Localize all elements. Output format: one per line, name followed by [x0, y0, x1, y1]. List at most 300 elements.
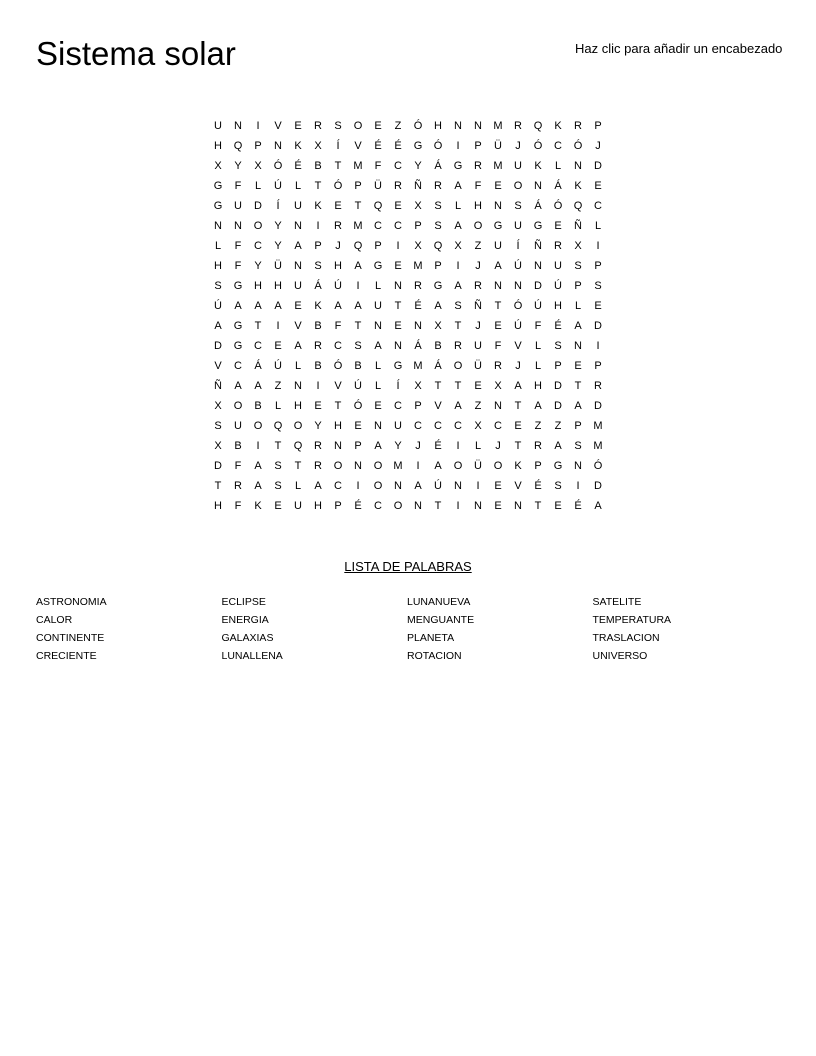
- grid-letter: F: [494, 340, 502, 352]
- grid-letter: K: [574, 180, 582, 192]
- grid-letter: T: [534, 500, 542, 512]
- grid-letter: A: [434, 300, 442, 312]
- grid-letter: P: [314, 240, 322, 252]
- grid-letter: K: [534, 160, 542, 172]
- grid-letter: C: [254, 240, 262, 252]
- grid-letter: T: [354, 320, 362, 332]
- grid-letter: F: [234, 460, 242, 472]
- grid-letter: O: [253, 420, 263, 432]
- grid-letter: U: [494, 240, 502, 252]
- grid-letter: A: [534, 400, 542, 412]
- grid-letter: V: [514, 340, 522, 352]
- grid-letter: L: [294, 480, 302, 492]
- grid-letter: C: [594, 200, 602, 212]
- grid-letter: Ó: [533, 140, 543, 152]
- grid-letter: H: [214, 140, 222, 152]
- grid-letter: G: [213, 180, 223, 192]
- grid-letter: N: [394, 280, 402, 292]
- grid-letter: P: [414, 400, 422, 412]
- grid-letter: C: [374, 220, 382, 232]
- grid-letter: É: [354, 500, 362, 512]
- grid-letter: T: [254, 320, 262, 332]
- grid-letter: C: [394, 220, 402, 232]
- grid-letter: A: [454, 400, 462, 412]
- grid-letter: I: [456, 260, 460, 272]
- word-list-item: CALOR: [36, 614, 73, 626]
- grid-letter: X: [414, 240, 422, 252]
- grid-letter: N: [494, 280, 502, 292]
- grid-letter: O: [453, 360, 463, 372]
- grid-letter: B: [314, 160, 322, 172]
- grid-letter: C: [234, 360, 242, 372]
- grid-letter: N: [274, 140, 282, 152]
- add-header-placeholder[interactable]: Haz clic para añadir un encabezado: [575, 41, 783, 56]
- word-list-heading: [0, 558, 816, 576]
- grid-letter: P: [574, 280, 582, 292]
- grid-letter: L: [534, 340, 542, 352]
- grid-letter: A: [254, 300, 262, 312]
- grid-letter: B: [354, 360, 362, 372]
- grid-letter: S: [314, 260, 322, 272]
- grid-letter: Ü: [474, 460, 482, 472]
- grid-letter: Q: [573, 200, 583, 212]
- grid-letter: C: [394, 160, 402, 172]
- grid-letter: P: [354, 180, 362, 192]
- grid-letter: E: [474, 380, 482, 392]
- grid-letter: X: [474, 420, 482, 432]
- grid-letter: Q: [233, 140, 243, 152]
- grid-letter: E: [394, 260, 402, 272]
- grid-letter: R: [514, 120, 522, 132]
- grid-letter: Ú: [554, 280, 562, 292]
- grid-letter: N: [494, 200, 502, 212]
- grid-letter: Ñ: [414, 180, 422, 192]
- grid-letter: P: [354, 440, 362, 452]
- grid-letter: L: [294, 180, 302, 192]
- grid-letter: O: [373, 480, 383, 492]
- grid-letter: N: [474, 120, 482, 132]
- grid-letter: A: [354, 300, 362, 312]
- grid-letter: R: [414, 280, 422, 292]
- grid-letter: Ó: [353, 400, 363, 412]
- grid-letter: C: [454, 420, 462, 432]
- grid-letter: A: [294, 340, 302, 352]
- grid-letter: Q: [273, 420, 283, 432]
- grid-letter: A: [254, 480, 262, 492]
- grid-letter: G: [233, 340, 243, 352]
- grid-letter: T: [394, 300, 402, 312]
- grid-letter: Ú: [514, 320, 522, 332]
- grid-letter: J: [335, 240, 341, 252]
- grid-letter: E: [494, 480, 502, 492]
- grid-letter: Q: [293, 440, 303, 452]
- grid-letter: O: [333, 460, 343, 472]
- grid-letter: H: [434, 120, 442, 132]
- word-list-heading-text: LISTA DE PALABRAS: [344, 559, 472, 574]
- grid-letter: R: [474, 280, 482, 292]
- grid-letter: T: [494, 300, 502, 312]
- grid-letter: A: [314, 480, 322, 492]
- grid-letter: Q: [373, 200, 383, 212]
- grid-letter: Q: [533, 120, 543, 132]
- grid-letter: M: [493, 120, 503, 132]
- grid-letter: O: [453, 460, 463, 472]
- grid-letter: Z: [554, 420, 562, 432]
- grid-letter: S: [574, 440, 582, 452]
- grid-letter: G: [493, 220, 503, 232]
- grid-letter: I: [576, 480, 580, 492]
- word-list-item: ENERGIA: [221, 614, 269, 626]
- grid-letter: G: [213, 200, 223, 212]
- grid-letter: T: [334, 160, 342, 172]
- word-list-item: TEMPERATURA: [592, 614, 672, 626]
- grid-letter: S: [434, 220, 442, 232]
- grid-letter: Ú: [214, 300, 222, 312]
- grid-letter: Á: [414, 340, 422, 352]
- grid-letter: É: [414, 300, 422, 312]
- grid-letter: A: [594, 500, 602, 512]
- grid-letter: Ñ: [214, 380, 222, 392]
- grid-letter: I: [456, 440, 460, 452]
- grid-letter: D: [594, 320, 602, 332]
- grid-letter: M: [413, 260, 423, 272]
- grid-letter: U: [374, 300, 382, 312]
- grid-letter: P: [534, 460, 542, 472]
- grid-letter: H: [534, 380, 542, 392]
- grid-letter: Ó: [433, 140, 443, 152]
- grid-letter: U: [294, 200, 302, 212]
- grid-letter: R: [314, 460, 322, 472]
- grid-letter: F: [334, 320, 342, 332]
- grid-letter: L: [214, 240, 222, 252]
- grid-letter: Ú: [334, 280, 342, 292]
- grid-letter: A: [374, 440, 382, 452]
- grid-letter: O: [293, 420, 303, 432]
- grid-letter: O: [393, 500, 403, 512]
- grid-letter: A: [374, 340, 382, 352]
- grid-letter: A: [574, 400, 582, 412]
- grid-letter: V: [354, 140, 362, 152]
- grid-letter: N: [374, 320, 382, 332]
- grid-letter: E: [574, 360, 582, 372]
- grid-letter: H: [214, 500, 222, 512]
- grid-letter: E: [394, 200, 402, 212]
- grid-letter: Á: [554, 180, 562, 192]
- grid-letter: É: [534, 480, 542, 492]
- grid-letter: H: [214, 260, 222, 272]
- grid-letter: O: [353, 120, 363, 132]
- grid-letter: Y: [414, 160, 422, 172]
- grid-letter: Í: [396, 380, 400, 392]
- grid-letter: G: [233, 320, 243, 332]
- grid-letter: L: [574, 300, 582, 312]
- grid-letter: B: [434, 340, 442, 352]
- grid-letter: N: [574, 460, 582, 472]
- grid-letter: T: [574, 380, 582, 392]
- grid-letter: Ü: [494, 140, 502, 152]
- grid-letter: T: [514, 400, 522, 412]
- grid-letter: U: [294, 280, 302, 292]
- grid-letter: C: [374, 500, 382, 512]
- grid-letter: N: [394, 480, 402, 492]
- grid-letter: I: [596, 340, 600, 352]
- word-list-item: GALAXIAS: [221, 632, 274, 644]
- grid-letter: E: [494, 500, 502, 512]
- grid-letter: N: [414, 500, 422, 512]
- grid-letter: N: [394, 340, 402, 352]
- grid-letter: F: [534, 320, 542, 332]
- grid-letter: M: [593, 440, 603, 452]
- word-list-item: SATELITE: [592, 596, 642, 608]
- grid-letter: F: [234, 260, 242, 272]
- grid-letter: V: [514, 480, 522, 492]
- page-title: Sistema solar: [36, 35, 236, 72]
- grid-letter: G: [533, 220, 543, 232]
- grid-letter: Y: [234, 160, 242, 172]
- word-list-item: PLANETA: [407, 632, 455, 644]
- grid-letter: M: [353, 160, 363, 172]
- grid-letter: D: [254, 200, 262, 212]
- grid-letter: A: [454, 220, 462, 232]
- grid-letter: L: [294, 360, 302, 372]
- grid-letter: S: [274, 460, 282, 472]
- grid-letter: Ü: [374, 180, 382, 192]
- grid-letter: M: [493, 160, 503, 172]
- grid-letter: N: [354, 460, 362, 472]
- grid-letter: I: [256, 440, 260, 452]
- grid-letter: X: [214, 160, 222, 172]
- grid-letter: H: [254, 280, 262, 292]
- grid-letter: Ñ: [534, 240, 542, 252]
- grid-letter: É: [574, 500, 582, 512]
- grid-letter: X: [214, 400, 222, 412]
- grid-letter: S: [514, 200, 522, 212]
- grid-letter: G: [233, 280, 243, 292]
- grid-letter: I: [416, 460, 420, 472]
- grid-letter: Z: [274, 380, 282, 392]
- grid-letter: N: [454, 120, 462, 132]
- grid-letter: É: [434, 440, 442, 452]
- grid-letter: R: [534, 440, 542, 452]
- grid-letter: K: [314, 300, 322, 312]
- grid-letter: U: [394, 420, 402, 432]
- grid-letter: P: [594, 260, 602, 272]
- grid-letter: M: [593, 420, 603, 432]
- grid-letter: M: [393, 460, 403, 472]
- grid-letter: E: [354, 420, 362, 432]
- word-list-item: CRECIENTE: [36, 650, 97, 662]
- grid-letter: E: [294, 300, 302, 312]
- grid-letter: E: [494, 320, 502, 332]
- grid-letter: H: [274, 280, 282, 292]
- grid-letter: A: [574, 320, 582, 332]
- grid-letter: T: [214, 480, 222, 492]
- grid-letter: X: [574, 240, 582, 252]
- grid-letter: R: [434, 180, 442, 192]
- grid-letter: A: [354, 260, 362, 272]
- grid-letter: A: [254, 460, 262, 472]
- grid-letter: Ó: [553, 200, 563, 212]
- grid-letter: I: [316, 220, 320, 232]
- grid-letter: Y: [274, 220, 282, 232]
- grid-letter: P: [374, 240, 382, 252]
- grid-letter: N: [574, 340, 582, 352]
- grid-letter: Ú: [274, 360, 282, 372]
- grid-letter: K: [314, 200, 322, 212]
- grid-letter: D: [214, 460, 222, 472]
- grid-letter: Y: [314, 420, 322, 432]
- grid-letter: É: [554, 320, 562, 332]
- grid-letter: V: [334, 380, 342, 392]
- grid-letter: M: [353, 220, 363, 232]
- grid-letter: D: [554, 400, 562, 412]
- grid-letter: Z: [474, 240, 482, 252]
- grid-letter: Ó: [413, 120, 423, 132]
- grid-letter: K: [294, 140, 302, 152]
- grid-letter: Ü: [274, 260, 282, 272]
- grid-letter: N: [534, 180, 542, 192]
- grid-letter: Á: [314, 280, 322, 292]
- grid-letter: U: [514, 220, 522, 232]
- grid-letter: X: [414, 200, 422, 212]
- grid-letter: L: [254, 180, 262, 192]
- grid-letter: Y: [254, 260, 262, 272]
- grid-letter: P: [554, 360, 562, 372]
- grid-letter: A: [254, 380, 262, 392]
- grid-letter: J: [495, 440, 501, 452]
- grid-letter: R: [394, 180, 402, 192]
- grid-letter: G: [553, 460, 563, 472]
- grid-letter: Á: [434, 160, 442, 172]
- grid-letter: Y: [274, 240, 282, 252]
- grid-letter: J: [475, 260, 481, 272]
- grid-letter: R: [234, 480, 242, 492]
- grid-letter: Ñ: [474, 300, 482, 312]
- grid-letter: É: [394, 140, 402, 152]
- grid-letter: Ü: [474, 360, 482, 372]
- grid-letter: R: [594, 380, 602, 392]
- grid-letter: T: [274, 440, 282, 452]
- grid-letter: Ó: [513, 300, 523, 312]
- grid-letter: N: [374, 420, 382, 432]
- grid-letter: E: [554, 220, 562, 232]
- grid-letter: P: [254, 140, 262, 152]
- grid-letter: G: [393, 360, 403, 372]
- grid-letter: V: [294, 320, 302, 332]
- grid-letter: A: [274, 300, 282, 312]
- grid-letter: A: [454, 280, 462, 292]
- grid-letter: S: [594, 280, 602, 292]
- grid-letter: P: [574, 420, 582, 432]
- grid-letter: A: [454, 180, 462, 192]
- grid-letter: B: [314, 320, 322, 332]
- grid-letter: T: [454, 320, 462, 332]
- grid-letter: Ó: [273, 160, 283, 172]
- grid-letter: N: [534, 260, 542, 272]
- grid-letter: S: [574, 260, 582, 272]
- grid-letter: O: [493, 460, 503, 472]
- grid-letter: T: [314, 180, 322, 192]
- grid-letter: D: [594, 480, 602, 492]
- grid-letter: E: [334, 200, 342, 212]
- grid-letter: R: [314, 340, 322, 352]
- grid-letter: R: [334, 220, 342, 232]
- grid-letter: Z: [474, 400, 482, 412]
- word-list-item: MENGUANTE: [407, 614, 475, 626]
- grid-letter: Z: [394, 120, 402, 132]
- grid-letter: V: [434, 400, 442, 412]
- grid-letter: D: [214, 340, 222, 352]
- grid-letter: P: [334, 500, 342, 512]
- grid-letter: U: [214, 120, 222, 132]
- grid-letter: G: [433, 280, 443, 292]
- grid-letter: R: [494, 360, 502, 372]
- grid-letter: S: [214, 420, 222, 432]
- grid-letter: S: [554, 480, 562, 492]
- grid-letter: L: [374, 380, 382, 392]
- grid-letter: S: [214, 280, 222, 292]
- grid-letter: O: [373, 460, 383, 472]
- grid-letter: L: [594, 220, 602, 232]
- grid-letter: Á: [254, 360, 262, 372]
- grid-letter: A: [234, 380, 242, 392]
- grid-letter: K: [514, 460, 522, 472]
- grid-letter: Í: [336, 140, 340, 152]
- grid-letter: N: [514, 280, 522, 292]
- grid-letter: U: [234, 420, 242, 432]
- grid-letter: E: [594, 180, 602, 192]
- grid-letter: E: [274, 340, 282, 352]
- grid-letter: T: [294, 460, 302, 472]
- grid-letter: R: [454, 340, 462, 352]
- grid-letter: E: [274, 500, 282, 512]
- grid-letter: Ó: [333, 180, 343, 192]
- grid-letter: P: [594, 120, 602, 132]
- grid-letter: O: [233, 400, 243, 412]
- grid-letter: U: [514, 160, 522, 172]
- word-list-item: CONTINENTE: [36, 632, 105, 644]
- grid-letter: S: [274, 480, 282, 492]
- grid-letter: Y: [394, 440, 402, 452]
- grid-letter: V: [274, 120, 282, 132]
- grid-letter: Í: [276, 200, 280, 212]
- grid-letter: T: [334, 400, 342, 412]
- grid-letter: N: [454, 480, 462, 492]
- word-list-item: ASTRONOMIA: [36, 596, 107, 608]
- grid-letter: J: [515, 360, 521, 372]
- grid-letter: S: [554, 340, 562, 352]
- grid-letter: H: [474, 200, 482, 212]
- grid-letter: E: [494, 180, 502, 192]
- grid-letter: A: [334, 300, 342, 312]
- word-list-item: LUNALLENA: [221, 650, 283, 662]
- grid-letter: S: [354, 340, 362, 352]
- grid-letter: N: [234, 220, 242, 232]
- grid-letter: A: [414, 480, 422, 492]
- grid-letter: I: [396, 240, 400, 252]
- grid-letter: N: [474, 500, 482, 512]
- grid-letter: A: [234, 300, 242, 312]
- grid-letter: O: [253, 220, 263, 232]
- grid-letter: D: [594, 400, 602, 412]
- grid-letter: B: [314, 360, 322, 372]
- grid-letter: Ñ: [574, 220, 582, 232]
- grid-letter: C: [434, 420, 442, 432]
- grid-letter: X: [314, 140, 322, 152]
- grid-letter: N: [514, 500, 522, 512]
- grid-letter: I: [276, 320, 280, 332]
- grid-letter: L: [474, 440, 482, 452]
